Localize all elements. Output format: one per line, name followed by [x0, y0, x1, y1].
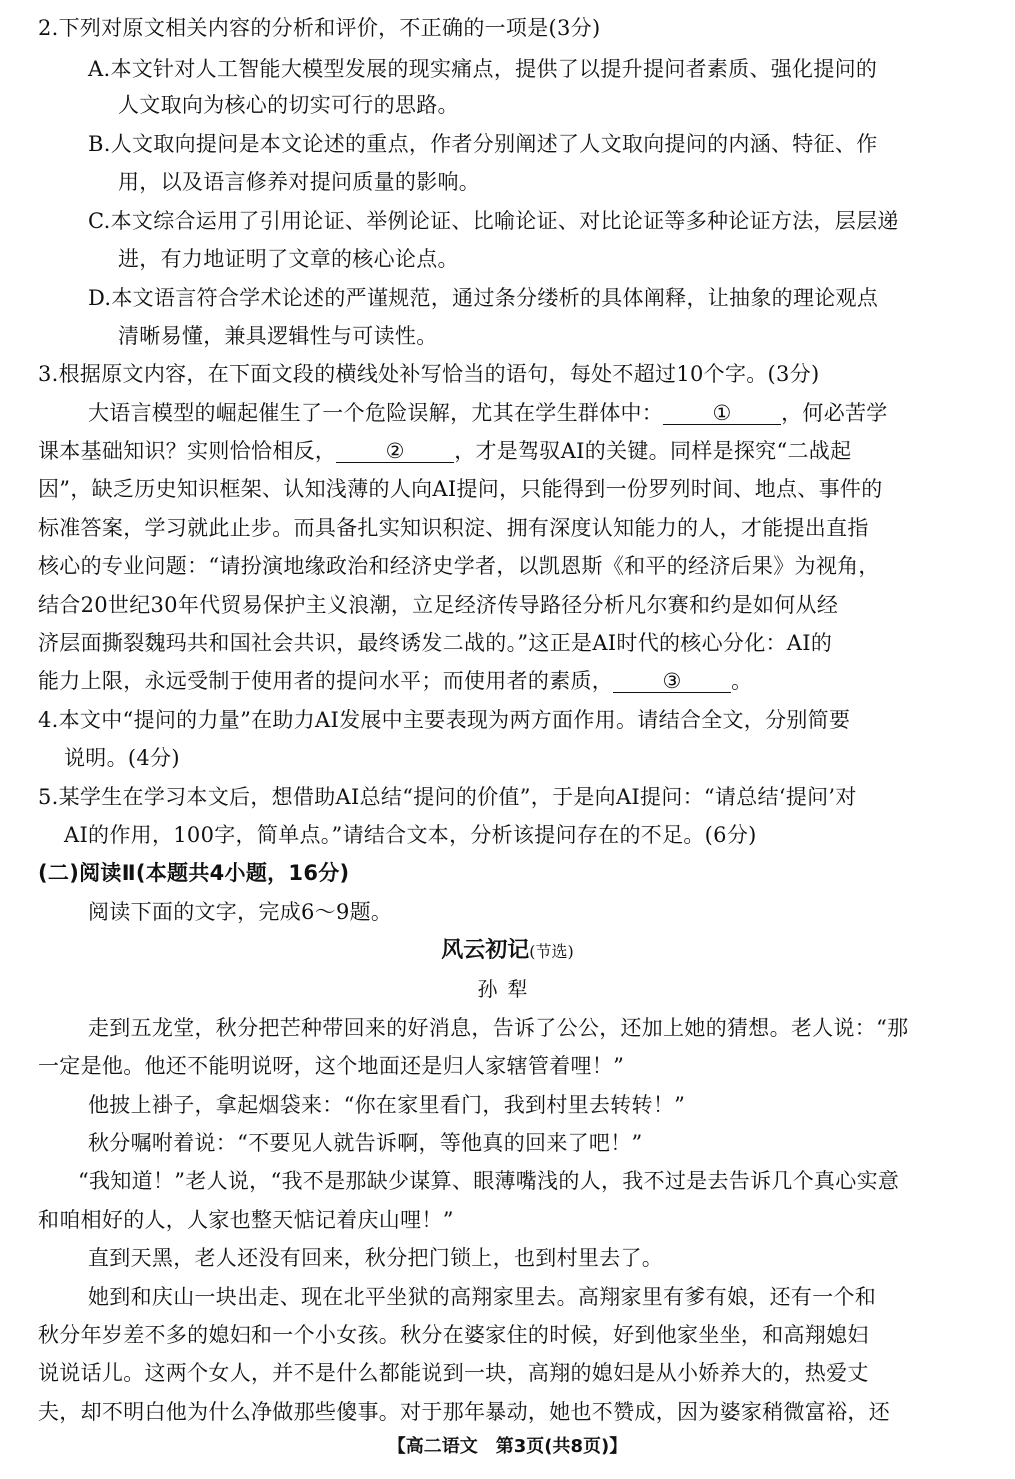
- story-line: 她到和庆山一块出走、现在北平坐狱的高翔家里去。高翔家里有爹有娘，还有一个和: [88, 1285, 877, 1309]
- q2-option-d-line1: D.本文语言符合学术论述的严谨规范，通过条分缕析的具体阐释，让抽象的理论观点: [88, 286, 879, 310]
- q3-passage-line4: 标准答案，学习就此止步。而具备扎实知识积淀、拥有深度认知能力的人，才能提出直指: [38, 516, 869, 540]
- q5-line1: 5.某学生在学习本文后，想借助AI总结“提问的价值”，于是向AI提问：“请总结‘提问’对: [38, 785, 857, 809]
- q4-line1: 4.本文中“提问的力量”在助力AI发展中主要表现为两方面作用。请结合全文，分别简要: [38, 708, 851, 732]
- q2-option-d-line2: 清晰易懂，兼具逻辑性与可读性。: [118, 324, 438, 348]
- q3-stem: 3.根据原文内容，在下面文段的横线处补写恰当的语句，每处不超过10个字。(3分): [38, 362, 820, 386]
- q3-passage-line6: 结合20世纪30年代贸易保护主义浪潮，立足经济传导路径分析凡尔赛和约是如何从经: [38, 593, 839, 617]
- story-line: 秋分嘱咐着说：“不要见人就告诉啊，等他真的回来了吧！”: [88, 1131, 643, 1155]
- q2-option-a-line1: A.本文针对人工智能大模型发展的现实痛点，提供了以提升提问者素质、强化提问的: [88, 57, 878, 81]
- fill-blank-2[interactable]: ②: [336, 440, 454, 463]
- fill-blank-1[interactable]: ①: [663, 402, 781, 425]
- q3-passage-line1: [88, 399, 888, 427]
- q3-passage-line2: [38, 437, 851, 465]
- q3-passage-line8: [38, 667, 752, 695]
- q2-option-a-line2: 人文取向为核心的切实可行的思路。: [118, 93, 459, 117]
- page-footer: 【高二语文 第3页(共8页)】: [387, 1436, 628, 1457]
- story-line: “我知道！”老人说，“我不是那缺少谋算、眼薄嘴浅的人，我不过是去告诉几个真心实意: [78, 1169, 900, 1193]
- q3-text: 能力上限，永远受制于使用者的提问水平；而使用者的素质，: [38, 669, 614, 693]
- story-line: 夫，却不明白他为什么净做那些傻事。对于那年暴动，她也不赞成，因为婆家稍微富裕，还: [38, 1400, 890, 1424]
- q3-text: 大语言模型的崛起催生了一个危险误解，尤其在学生群体中：: [88, 401, 664, 425]
- story-line: 秋分年岁差不多的媳妇和一个小女孩。秋分在婆家住的时候，好到他家坐坐，和高翔媳妇: [38, 1323, 869, 1347]
- q3-passage-line7: 济层面撕裂魏玛共和国社会共识，最终诱发二战的。”这正是AI时代的核心分化：AI的: [38, 631, 833, 655]
- q4-line2: 说明。(4分): [64, 746, 180, 770]
- q2-stem: 2.下列对原文相关内容的分析和评价，不正确的一项是(3分): [38, 16, 601, 40]
- story-title-text: 风云初记: [441, 938, 530, 963]
- story-title: [0, 936, 1015, 967]
- q2-option-c-line1: C.本文综合运用了引用论证、举例论证、比喻论证、对比论证等多种论证方法，层层递: [88, 209, 899, 233]
- story-line: 走到五龙堂，秋分把芒种带回来的好消息，告诉了公公，还加上她的猜想。老人说：“那: [88, 1016, 909, 1040]
- q2-option-c-line2: 进，有力地证明了文章的核心论点。: [118, 247, 459, 271]
- story-author: 孙犁: [477, 977, 538, 1001]
- story-line: 直到天黑，老人还没有回来，秋分把门锁上，也到村里去了。: [88, 1246, 664, 1270]
- story-line: 说说话儿。这两个女人，并不是什么都能说到一块，高翔的媳妇是从小娇养大的，热爱丈: [38, 1361, 869, 1385]
- story-line: 他披上褂子，拿起烟袋来：“你在家里看门，我到村里去转转！”: [88, 1093, 686, 1117]
- q3-text: 课本基础知识？实则恰恰相反，: [38, 439, 337, 463]
- q3-passage-line5: 核心的专业问题：“请扮演地缘政治和经济史学者，以凯恩斯《和平的经济后果》为视角，: [38, 554, 880, 578]
- q5-line2: AI的作用，100字，简单点。”请结合文本，分析该提问存在的不足。(6分): [64, 823, 757, 847]
- story-line: 一定是他。他还不能明说呀，这个地面还是归人家辖管着哩！”: [38, 1054, 625, 1078]
- story-title-note: (节选): [529, 942, 574, 961]
- section-heading: (二)阅读Ⅱ(本题共4小题，16分): [38, 861, 350, 885]
- fill-blank-3[interactable]: ③: [613, 670, 731, 693]
- q3-text: ，才是驾驭AI的关键。同样是探究“二战起: [454, 439, 852, 463]
- section-instruction: 阅读下面的文字，完成6～9题。: [88, 900, 393, 924]
- story-line: 和咱相好的人，人家也整天惦记着庆山哩！”: [38, 1208, 454, 1232]
- q2-option-b-line1: B.人文取向提问是本文论述的重点，作者分别阐述了人文取向提问的内涵、特征、作: [88, 132, 878, 156]
- q2-option-b-line2: 用，以及语言修养对提问质量的影响。: [118, 170, 481, 194]
- q3-text: 。: [731, 669, 753, 693]
- q3-text: ，何必苦学: [781, 401, 888, 425]
- q3-passage-line3: 因”，缺乏历史知识框架、认知浅薄的人向AI提问，只能得到一份罗列时间、地点、事件的: [38, 477, 883, 501]
